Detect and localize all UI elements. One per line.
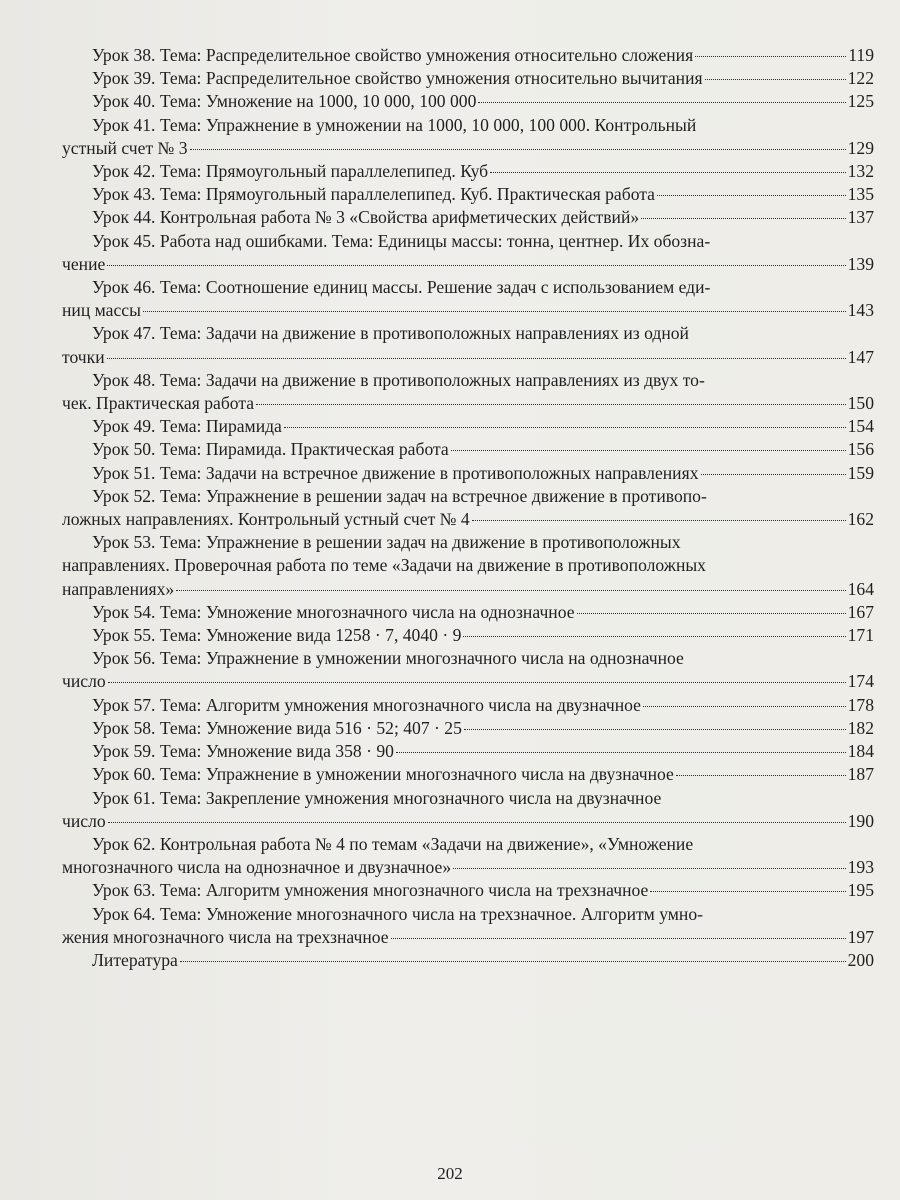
toc-page-number: 137 xyxy=(847,207,874,228)
dot-leader xyxy=(107,358,846,359)
toc-entry-text: число xyxy=(62,671,106,692)
dot-leader xyxy=(464,729,846,730)
toc-page-number: 147 xyxy=(847,346,874,367)
toc-entry-text: Урок 41. Тема: Упражнение в умножении на 1000, 10 000, 100 000. Контрольный xyxy=(92,114,697,135)
toc-entry xyxy=(62,647,874,693)
toc-page-number: 132 xyxy=(847,161,874,182)
toc-entry xyxy=(62,717,874,740)
toc-page-number: 174 xyxy=(847,671,874,692)
toc-entry xyxy=(62,369,874,415)
toc-entry xyxy=(62,949,874,972)
toc-entry xyxy=(62,44,874,67)
toc-entry-text: Урок 56. Тема: Упражнение в умножении многозначного числа на однозначное xyxy=(92,648,684,669)
page-number: 202 xyxy=(437,1164,463,1183)
toc-entry xyxy=(62,90,874,113)
toc-page-number: 197 xyxy=(847,926,874,947)
toc-entry-text: Урок 46. Тема: Соотношение единиц массы. Решение задач с использованием еди- xyxy=(92,277,711,298)
toc-entry-text: Урок 40. Тема: Умножение на 1000, 10 000, 100 000 xyxy=(92,91,477,112)
toc-entry-text: Урок 45. Работа над ошибками. Тема: Единицы массы: тонна, центнер. Их обозна- xyxy=(92,230,711,251)
toc-entry-text: направлениях» xyxy=(62,578,175,599)
toc-entry-text: Литература xyxy=(92,949,178,970)
toc-entry-text: ложных направлениях. Контрольный устный счет № 4 xyxy=(62,509,470,530)
dot-leader xyxy=(695,56,846,57)
toc-entry xyxy=(62,462,874,485)
toc-page-number: 167 xyxy=(847,601,874,622)
toc-entry-text: Урок 42. Тема: Прямоугольный параллелепипед. Куб xyxy=(92,161,489,182)
toc-entry-text: направлениях. Проверочная работа по теме «Задачи на движение в противоположных xyxy=(62,555,706,576)
toc-entry-text: устный счет № 3 xyxy=(62,137,188,158)
dot-leader xyxy=(577,613,846,614)
dot-leader xyxy=(108,822,846,823)
toc-entry-text: Урок 49. Тема: Пирамида xyxy=(92,416,282,437)
toc-entry xyxy=(62,787,874,833)
dot-leader xyxy=(107,265,845,266)
dot-leader xyxy=(256,404,846,405)
toc-entry xyxy=(62,624,874,647)
dot-leader xyxy=(472,520,846,521)
dot-leader xyxy=(391,938,846,939)
toc-entry xyxy=(62,601,874,624)
toc-page-number: 187 xyxy=(847,764,874,785)
toc-entry xyxy=(62,415,874,438)
toc-entry-text: Урок 58. Тема: Умножение вида 516 · 52; 407 · 25 xyxy=(92,717,462,738)
toc-entry xyxy=(62,160,874,183)
toc-page-number: 143 xyxy=(847,300,874,321)
toc-entry xyxy=(62,322,874,368)
dot-leader xyxy=(478,102,845,103)
toc-page-number: 178 xyxy=(847,694,874,715)
dot-leader xyxy=(108,682,846,683)
dot-leader xyxy=(453,868,845,869)
toc-page-number: 200 xyxy=(847,949,874,970)
dot-leader xyxy=(705,79,846,80)
toc-entry-text: Урок 48. Тема: Задачи на движение в противоположных направлениях из двух то- xyxy=(92,369,705,390)
dot-leader xyxy=(396,752,846,753)
dot-leader xyxy=(143,311,846,312)
toc-entry xyxy=(62,485,874,531)
dot-leader xyxy=(490,172,845,173)
toc-entry-text: ниц массы xyxy=(62,300,141,321)
toc-entry xyxy=(62,531,874,601)
dot-leader xyxy=(451,450,846,451)
dot-leader xyxy=(190,149,846,150)
toc-entry-text: Урок 62. Контрольная работа № 4 по темам «Задачи на движение», «Умножение xyxy=(92,833,694,854)
toc-page-number: 150 xyxy=(847,393,874,414)
toc-entry-text: точки xyxy=(62,346,105,367)
dot-leader xyxy=(641,218,845,219)
toc-entry-text: чение xyxy=(62,253,106,274)
toc-entry xyxy=(62,67,874,90)
toc-page-number: 159 xyxy=(847,462,874,483)
toc-entry-text: жения многозначного числа на трехзначное xyxy=(62,926,389,947)
dot-leader xyxy=(284,427,846,428)
toc-page-number: 119 xyxy=(848,45,874,65)
toc-entry xyxy=(62,694,874,717)
toc-page-number: 164 xyxy=(847,578,874,599)
toc-page-number: 139 xyxy=(847,253,874,274)
toc-entry xyxy=(62,903,874,949)
toc-entry xyxy=(62,740,874,763)
dot-leader xyxy=(657,195,846,196)
toc-entry-text: Урок 60. Тема: Упражнение в умножении многозначного числа на двузначное xyxy=(92,764,674,785)
toc-page-number: 135 xyxy=(847,184,874,205)
toc-page-number: 195 xyxy=(847,880,874,901)
dot-leader xyxy=(676,775,846,776)
toc-entry-text: многозначного числа на однозначное и двузначное» xyxy=(62,857,452,878)
toc-entry-text: Урок 53. Тема: Упражнение в решении задач на движение в противоположных xyxy=(92,532,681,553)
toc-entry-text: Урок 39. Тема: Распределительное свойство умножения относительно вычитания xyxy=(92,68,703,89)
dot-leader xyxy=(650,891,845,892)
dot-leader xyxy=(701,474,846,475)
toc-page-number: 129 xyxy=(847,137,874,158)
toc-page-number: 122 xyxy=(847,68,874,89)
toc-entry-text: Урок 64. Тема: Умножение многозначного числа на трехзначное. Алгоритм умно- xyxy=(92,903,703,924)
toc-entry-text: Урок 55. Тема: Умножение вида 1258 · 7, 4040 · 9 xyxy=(92,625,462,646)
toc-entry-text: Урок 44. Контрольная работа № 3 «Свойства арифметических действий» xyxy=(92,207,640,228)
toc-entry-text: число xyxy=(62,810,106,831)
toc-entry-text: Урок 38. Тема: Распределительное свойство умножения относительно сложения xyxy=(92,45,694,65)
dot-leader xyxy=(180,961,846,962)
toc-page-number: 156 xyxy=(847,439,874,460)
toc-entry-text: Урок 63. Тема: Алгоритм умножения многозначного числа на трехзначное xyxy=(92,880,649,901)
toc-entry-text: Урок 61. Тема: Закрепление умножения многозначного числа на двузначное xyxy=(92,787,662,808)
toc-entry xyxy=(62,183,874,206)
toc-entry xyxy=(62,763,874,786)
toc-page-number: 154 xyxy=(847,416,874,437)
toc-entry xyxy=(62,438,874,461)
toc-entry-text: Урок 43. Тема: Прямоугольный параллелепипед. Куб. Практическая работа xyxy=(92,184,655,205)
dot-leader xyxy=(176,590,845,591)
toc-entry xyxy=(62,230,874,276)
toc-page-number: 182 xyxy=(847,717,874,738)
toc-entry xyxy=(62,879,874,902)
toc-entry xyxy=(62,114,874,160)
dot-leader xyxy=(643,706,846,707)
toc-entry-text: Урок 52. Тема: Упражнение в решении задач на встречное движение в противопо- xyxy=(92,485,707,506)
toc-entry-text: Урок 57. Тема: Алгоритм умножения многозначного числа на двузначное xyxy=(92,694,641,715)
dot-leader xyxy=(463,636,845,637)
toc-page-number: 125 xyxy=(847,91,874,112)
toc-entry xyxy=(62,276,874,322)
toc-entry xyxy=(62,206,874,229)
toc-page-number: 162 xyxy=(847,509,874,530)
table-of-contents xyxy=(62,44,874,972)
toc-entry-text: чек. Практическая работа xyxy=(62,393,255,414)
toc-entry-text: Урок 47. Тема: Задачи на движение в противоположных направлениях из одной xyxy=(92,323,689,344)
toc-entry-text: Урок 59. Тема: Умножение вида 358 · 90 xyxy=(92,741,394,762)
toc-entry xyxy=(62,833,874,879)
toc-page-number: 171 xyxy=(847,625,874,646)
toc-entry-text: Урок 50. Тема: Пирамида. Практическая работа xyxy=(92,439,449,460)
toc-entry-text: Урок 54. Тема: Умножение многозначного числа на однозначное xyxy=(92,601,575,622)
toc-entry-text: Урок 51. Тема: Задачи на встречное движение в противоположных направлениях xyxy=(92,462,699,483)
toc-page-number: 193 xyxy=(847,857,874,878)
toc-page-number: 190 xyxy=(847,810,874,831)
toc-page-number: 184 xyxy=(847,741,874,762)
